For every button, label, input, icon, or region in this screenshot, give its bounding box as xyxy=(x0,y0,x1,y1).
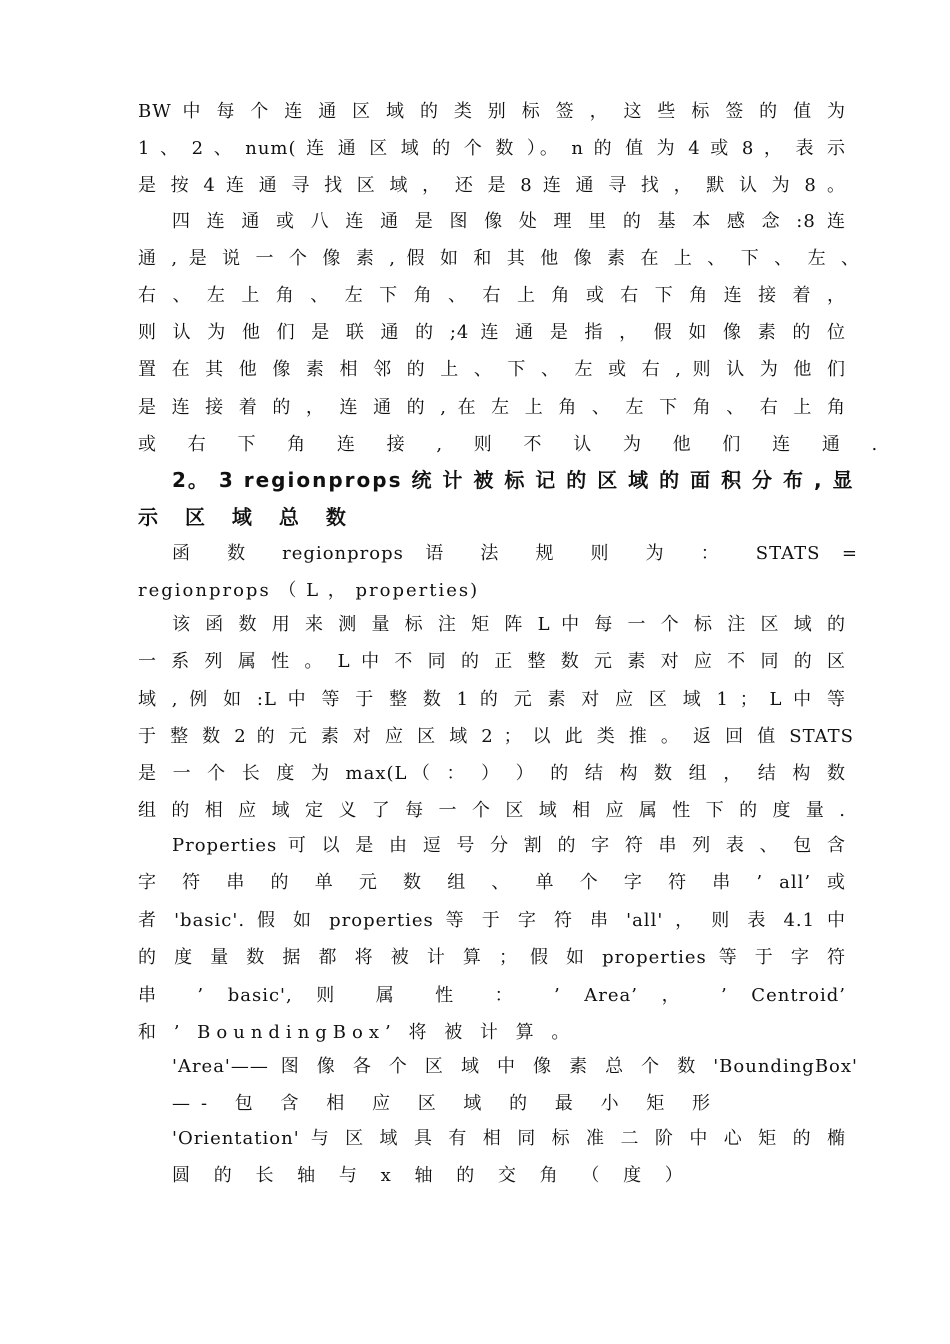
paragraph-line: 和 ’ BoundingBox’ 将 被 计 算 。 xyxy=(138,1022,576,1043)
section-heading: 2。 3 regionprops 统 计 被 标 记 的 区 域 的 面 积 分 布 , 显 xyxy=(172,468,855,492)
paragraph-line: 于 整 数 2 的 元 素 对 应 区 域 2 ； 以 此 类 推 。 返 回 值 STATS xyxy=(138,726,854,747)
paragraph-line: 串 ’ basic', 则 属 性 ： ’ Area’ ， ’ Centroid’ xyxy=(138,985,846,1006)
paragraph-line: 'Area'—— 图 像 各 个 区 域 中 像 素 总 个 数 'BoundingBox' xyxy=(172,1056,858,1077)
paragraph-line: 是 一 个 长 度 为 max(L（ ： ） ） 的 结 构 数 组 ， 结 构 数 xyxy=(138,763,846,784)
paragraph-line: 者 'basic'. 假 如 properties 等 于 字 符 串 'all' ， 则 表 4.1 中 xyxy=(138,910,846,931)
paragraph-line: 字 符 串 的 单 元 数 组 、 单 个 字 符 串 ’ all’ 或 xyxy=(138,872,846,893)
paragraph-line: 域 , 例 如 :L 中 等 于 整 数 1 的 元 素 对 应 区 域 1 ； L 中 等 xyxy=(138,689,846,710)
paragraph-line: 的 度 量 数 据 都 将 被 计 算 ； 假 如 properties 等 于 字 符 xyxy=(138,947,846,968)
paragraph-line: 是 按 4 连 通 寻 找 区 域 ， 还 是 8 连 通 寻 找 ， 默 认 为 8 。 xyxy=(138,175,846,196)
paragraph-line: 则 认 为 他 们 是 联 通 的 ;4 连 通 是 指 ， 假 如 像 素 的 位 xyxy=(138,322,846,343)
paragraph-line: regionprops （ L ， properties) xyxy=(138,580,480,601)
section-heading: 示 区 域 总 数 xyxy=(138,505,356,529)
paragraph-line: 是 连 接 着 的 ， 连 通 的 , 在 左 上 角 、 左 下 角 、 右 上 角 xyxy=(138,397,846,418)
paragraph-line: Properties 可 以 是 由 逗 号 分 割 的 字 符 串 列 表 、 包 含 xyxy=(172,835,846,856)
paragraph-line: 'Orientation' 与 区 域 具 有 相 同 标 准 二 阶 中 心 矩 的 椭 xyxy=(172,1128,846,1149)
paragraph-line: —- 包 含 相 应 区 域 的 最 小 矩 形 xyxy=(172,1093,722,1114)
paragraph-line: 组 的 相 应 域 定 义 了 每 一 个 区 域 相 应 属 性 下 的 度 量 . xyxy=(138,800,846,821)
paragraph-line: 一 系 列 属 性 。 L 中 不 同 的 正 整 数 元 素 对 应 不 同 的 区 xyxy=(138,651,846,672)
paragraph-line: 通 , 是 说 一 个 像 素 , 假 如 和 其 他 像 素 在 上 、 下 、 左 、 xyxy=(138,248,860,269)
paragraph-line: 该 函 数 用 来 测 量 标 注 矩 阵 L 中 每 一 个 标 注 区 域 的 xyxy=(172,614,846,635)
paragraph-line: 函 数 regionprops 语 法 规 则 为 ： STATS = xyxy=(172,543,858,564)
paragraph-line: 四 连 通 或 八 连 通 是 图 像 处 理 里 的 基 本 感 念 :8 连 xyxy=(172,211,846,232)
paragraph-line: 圆 的 长 轴 与 x 轴 的 交 角 （ 度 ） xyxy=(172,1165,692,1186)
paragraph-line: BW 中 每 个 连 通 区 域 的 类 别 标 签 ， 这 些 标 签 的 值 为 xyxy=(138,101,846,122)
paragraph-line: 或 右 下 角 连 接 , 则 不 认 为 他 们 连 通 . xyxy=(138,434,891,455)
paragraph-line: 1 、 2 、 num( 连 通 区 域 的 个 数 ）。 n 的 值 为 4 或 8 ， 表 示 xyxy=(138,138,846,159)
paragraph-line: 置 在 其 他 像 素 相 邻 的 上 、 下 、 左 或 右 , 则 认 为 他 们 xyxy=(138,359,846,380)
paragraph-line: 右 、 左 上 角 、 左 下 角 、 右 上 角 或 右 下 角 连 接 着 ， xyxy=(138,285,846,306)
